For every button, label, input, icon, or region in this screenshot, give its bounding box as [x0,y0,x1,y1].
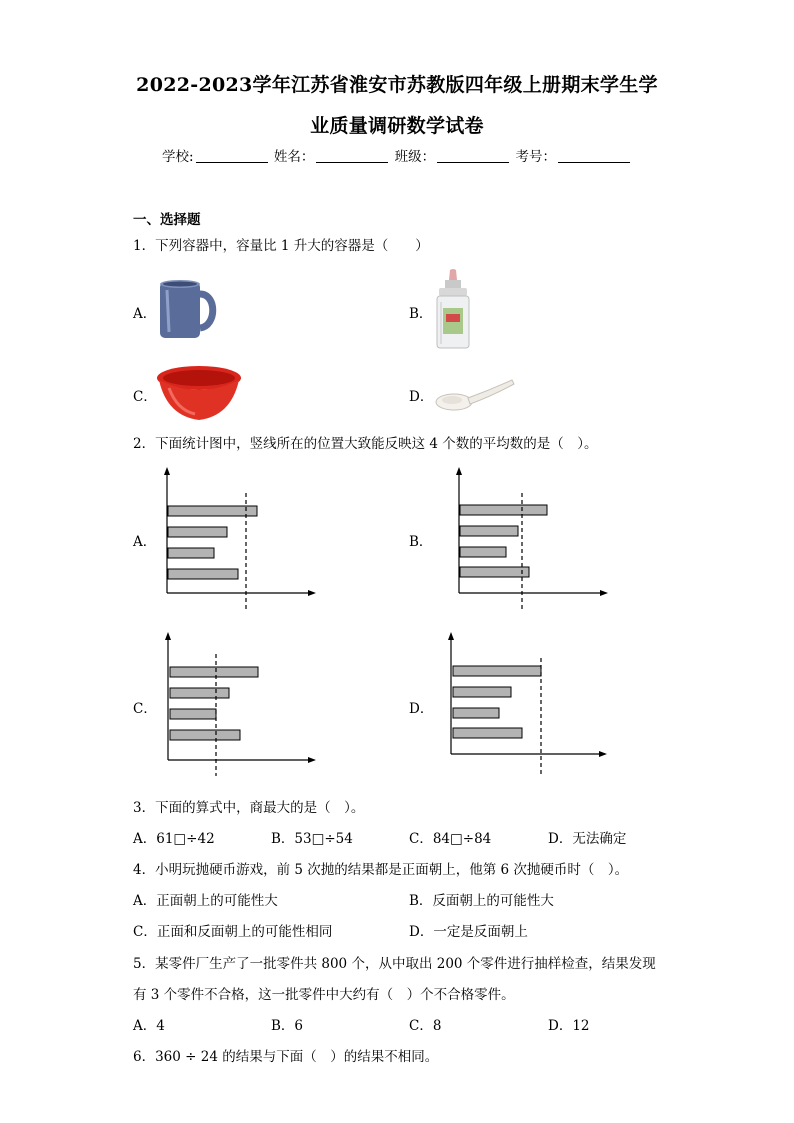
q5-stem-line2: 有 3 个零件不合格，这一批零件中大约有（ ）个不合格零件。 [133,987,515,1003]
bar-4 [170,730,240,740]
q2-option-d-label: D． [409,701,434,717]
red-bowl-icon [155,364,243,424]
q5-option-a: A．4 [133,1018,165,1034]
bar-4 [453,728,522,738]
y-axis-arrow-icon [456,467,462,475]
q3-stem: 3．下面的算式中，商最大的是（ ）。 [133,800,365,816]
exam-number-label: 考号： [515,149,556,165]
q3-option-c: C．84□÷84 [409,831,492,847]
student-info-row [0,145,794,165]
bar-3 [168,548,214,558]
x-axis-arrow-icon [308,757,316,763]
spoon-icon [434,376,516,414]
bar-3 [453,708,499,718]
school-label: 学校: [162,149,194,165]
class-label: 班级： [394,149,436,165]
section-title: 一、选择题 [133,212,201,228]
q6-stem: 6．360 ÷ 24 的结果与下面（ ）的结果不相同。 [133,1049,439,1065]
q2-chart-c [160,630,320,780]
bar-2 [453,687,511,697]
name-blank[interactable] [316,148,388,163]
q1-option-c-label: C． [133,389,157,405]
q1-option-d-label: D． [409,389,434,405]
q1-option-b-label: B． [409,306,433,322]
bar-2 [460,526,518,536]
bar-1 [453,666,541,676]
q2-chart-d [443,630,613,780]
bar-4 [168,569,238,579]
x-axis-arrow-icon [308,590,316,596]
mug-icon [155,276,221,342]
school-blank[interactable] [196,148,268,163]
q4-option-d: D．一定是反面朝上 [409,924,528,940]
bar-2 [168,527,227,537]
q5-option-c: C．8 [409,1018,442,1034]
q4-option-b: B．反面朝上的可能性大 [409,893,554,909]
q2-option-a-label: A． [133,534,157,550]
q5-option-b: B．6 [271,1018,304,1034]
bar-2 [170,688,229,698]
exam-title-line2: 业质量调研数学试卷 [310,115,484,137]
q4-option-c: C．正面和反面朝上的可能性相同 [133,924,333,940]
x-axis-arrow-icon [599,751,607,757]
y-axis-arrow-icon [165,632,171,640]
bar-1 [170,667,258,677]
q1-option-a-label: A． [133,306,157,322]
y-axis-arrow-icon [448,632,454,640]
exam-number-blank[interactable] [558,148,630,163]
q3-option-d: D．无法确定 [548,831,627,847]
bar-1 [168,506,257,516]
q2-stem: 2．下面统计图中，竖线所在的位置大致能反映这 4 个数的平均数的是（ ）。 [133,436,598,452]
q3-option-a: A．61□÷42 [133,831,215,847]
q2-option-c-label: C． [133,701,157,717]
bar-4 [460,567,529,577]
x-axis-arrow-icon [600,590,608,596]
class-blank[interactable] [437,148,509,163]
q4-option-a: A．正面朝上的可能性大 [133,893,278,909]
q2-chart-b [452,465,612,615]
q5-stem-line1: 5．某零件厂生产了一批零件共 800 个，从中取出 200 个零件进行抽样检查，结果发现 [133,956,656,972]
name-label: 姓名： [273,149,315,165]
exam-title-line1: 2022-2023学年江苏省淮安市苏教版四年级上册期末学生学 [136,74,658,96]
q5-option-d: D．12 [548,1018,590,1034]
bar-3 [170,709,216,719]
q2-chart-a [160,465,320,615]
y-axis-arrow-icon [164,467,170,475]
bar-1 [460,505,547,515]
q1-stem: 1．下列容器中，容量比 1 升大的容器是（ ） [133,238,429,254]
q4-stem: 4．小明玩抛硬币游戏，前 5 次抛的结果都是正面朝上，他第 6 次抛硬币时（ ）。 [133,862,629,878]
baby-bottle-icon [433,268,473,352]
q3-option-b: B．53□÷54 [271,831,353,847]
bar-3 [460,547,506,557]
q2-option-b-label: B． [409,534,433,550]
